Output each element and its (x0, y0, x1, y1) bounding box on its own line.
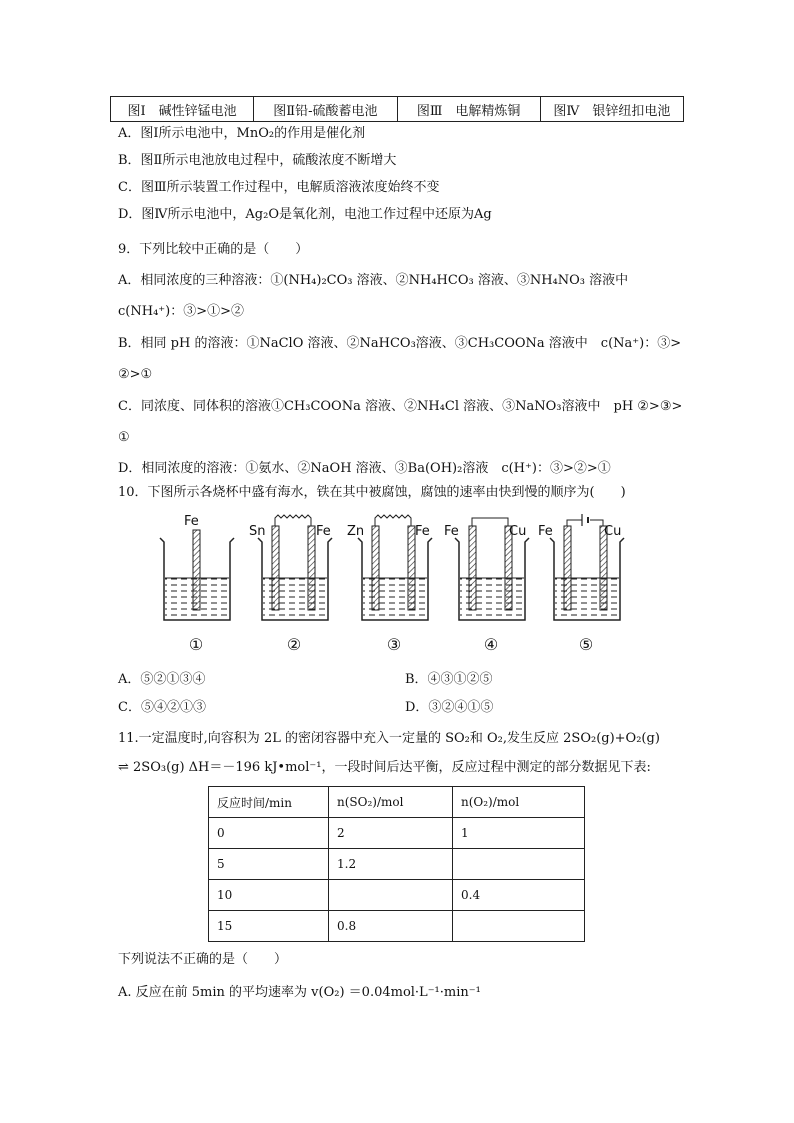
q9-option-b-cont: ②>① (118, 367, 153, 382)
table-row (209, 880, 585, 911)
q10-option-c: C．⑤④②①③ (118, 700, 206, 715)
table-cell (329, 880, 453, 911)
q10-option-a: A．⑤②①③④ (118, 672, 206, 687)
q10-option-b: B．④③①②⑤ (405, 672, 493, 687)
q9-stem: 9．下列比较中正确的是（ ） (118, 242, 309, 257)
table-cell: 5 (209, 849, 329, 880)
q11-option-a: A. 反应在前 5min 的平均速率为 v(O₂) ＝0.04mol·L⁻¹·min⁻¹ (118, 985, 481, 1000)
q11-question: 下列说法不正确的是（ ） (118, 952, 288, 967)
table-header-row (209, 787, 585, 818)
q8-option-a: A．图Ⅰ所示电池中，MnO₂的作用是催化剂 (118, 126, 366, 141)
figure-caption-3: 图Ⅲ 电解精炼铜 (398, 97, 541, 121)
table-cell: 15 (209, 911, 329, 942)
table-cell: 0 (209, 818, 329, 849)
q9-option-c: C．同浓度、同体积的溶液①CH₃COONa 溶液、②NH₄Cl 溶液、③NaNO₃溶液中 pH ②>③> (118, 399, 683, 414)
table-cell: 0.4 (453, 880, 585, 911)
beaker-5-left-metal: Fe (538, 524, 553, 539)
beaker-4-number: ④ (483, 635, 499, 654)
figure-caption-4: 图Ⅳ 银锌纽扣电池 (553, 103, 671, 119)
table-cell: 10 (209, 880, 329, 911)
beaker-1-number: ① (188, 635, 204, 654)
beaker-1-left-metal: Fe (184, 514, 199, 529)
table-header: n(O₂)/mol (453, 787, 585, 818)
beaker-5-right-metal: Cu (604, 524, 622, 539)
beaker-4-right-metal: Cu (509, 524, 527, 539)
table-cell: 1 (453, 818, 585, 849)
beaker-1 (160, 530, 234, 620)
beaker-3-number: ③ (386, 635, 402, 654)
beaker-3-right-metal: Fe (415, 524, 430, 539)
table-cell: 2 (329, 818, 453, 849)
table-row (209, 911, 585, 942)
table-header: n(SO₂)/mol (329, 787, 453, 818)
figure-caption-1: 图Ⅰ 碱性锌锰电池 (111, 97, 254, 121)
data-table (208, 786, 585, 942)
beaker-2-right-metal: Fe (316, 524, 331, 539)
table-cell (453, 849, 585, 880)
beaker-3-left-metal: Zn (347, 524, 365, 539)
q10-stem: 10．下图所示各烧杯中盛有海水，铁在其中被腐蚀，腐蚀的速率由快到慢的顺序为( ) (118, 485, 626, 500)
q9-option-d: D．相同浓度的溶液：①氨水、②NaOH 溶液、③Ba(OH)₂溶液 c(H⁺)：③>②>① (118, 461, 611, 476)
beaker-5-number: ⑤ (578, 635, 594, 654)
beaker-4-left-metal: Fe (444, 524, 459, 539)
q8-option-c: C．图Ⅲ所示装置工作过程中，电解质溶液浓度始终不变 (118, 180, 440, 195)
table-cell (453, 911, 585, 942)
q8-option-d: D．图Ⅳ所示电池中，Ag₂O是氧化剂，电池工作过程中还原为Ag (118, 207, 492, 222)
table-cell: 0.8 (329, 911, 453, 942)
beakers-figure (0, 510, 794, 650)
q9-option-a-cont: c(NH₄⁺)：③>①>② (118, 304, 244, 319)
table-row (209, 818, 585, 849)
q11-stem-line1: 11.一定温度时,向容积为 2L 的密闭容器中充入一定量的 SO₂和 O₂,发生反应 2SO₂(g)+O₂(g) (118, 731, 660, 746)
table-header: 反应时间/min (209, 787, 329, 818)
q8-option-b: B．图Ⅱ所示电池放电过程中，硫酸浓度不断增大 (118, 153, 397, 168)
figure-caption-2: 图Ⅱ铅-硫酸蓄电池 (254, 97, 397, 121)
beaker-2-left-metal: Sn (249, 524, 266, 539)
table-row (209, 849, 585, 880)
table-cell: 1.2 (329, 849, 453, 880)
figure-caption-table (110, 96, 684, 122)
q9-option-a: A．相同浓度的三种溶液：①(NH₄)₂CO₃ 溶液、②NH₄HCO₃ 溶液、③NH₄NO₃ 溶液中 (118, 273, 629, 288)
q9-option-b: B．相同 pH 的溶液：①NaClO 溶液、②NaHCO₃溶液、③CH₃COONa 溶液中 c(Na⁺)：③> (118, 336, 682, 351)
q11-stem-line2: ⇌ 2SO₃(g) ΔH＝－196 kJ•mol⁻¹，一段时间后达平衡，反应过程中测定的部分数据见下表: (118, 760, 651, 775)
q9-option-c-cont: ① (118, 430, 130, 445)
q10-option-d: D．③②④①⑤ (405, 700, 494, 715)
beaker-2-number: ② (286, 635, 302, 654)
